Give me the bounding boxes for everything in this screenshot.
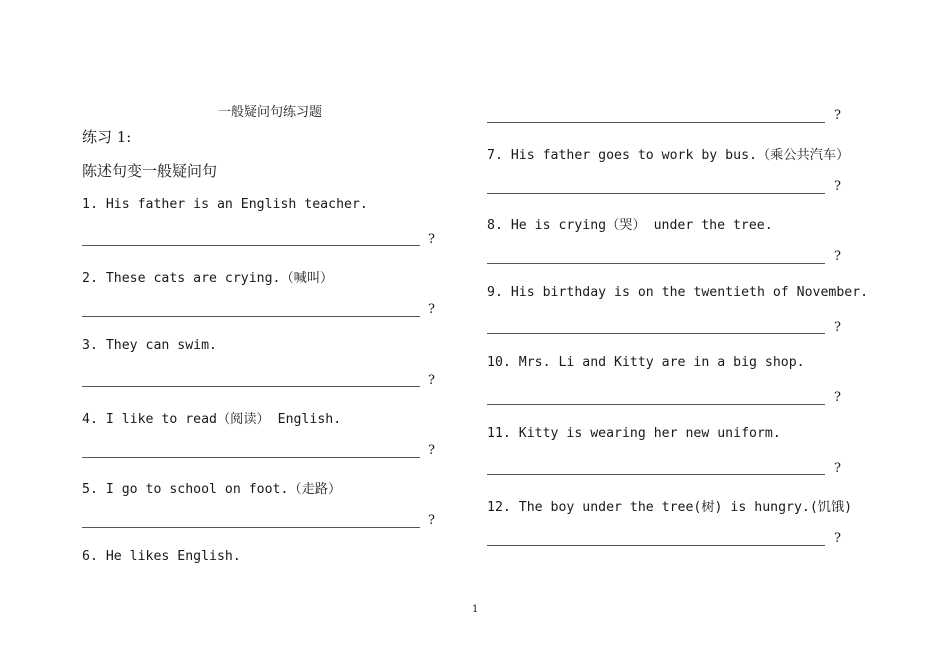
answer-line-12[interactable] — [487, 545, 825, 546]
question-10: 10. Mrs. Li and Kitty are in a big shop. — [487, 355, 805, 370]
answer-qmark-5: ? — [428, 513, 435, 528]
question-12: 12. The boy under the tree(树) is hungry.(饥饿) — [487, 500, 853, 515]
answer-line-7[interactable] — [487, 193, 825, 194]
question-6: 6. He likes English. — [82, 549, 241, 564]
answer-qmark-8: ? — [834, 249, 841, 264]
page-number: 1 — [472, 604, 479, 615]
question-8: 8. He is crying（哭） under the tree. — [487, 218, 773, 233]
question-4: 4. I like to read（阅读） English. — [82, 412, 342, 427]
answer-qmark-11: ? — [834, 461, 841, 476]
question-7: 7. His father goes to work by bus.（乘公共汽车） — [487, 148, 850, 163]
answer-line-5[interactable] — [82, 527, 420, 528]
answer-line-11[interactable] — [487, 474, 825, 475]
question-9: 9. His birthday is on the twentieth of November. — [487, 285, 869, 300]
answer-line-4[interactable] — [82, 457, 420, 458]
document-title: 一般疑问句练习题 — [218, 105, 323, 120]
question-1: 1. His father is an English teacher. — [82, 197, 368, 212]
question-11: 11. Kitty is wearing her new uniform. — [487, 426, 781, 441]
answer-qmark-4: ? — [428, 443, 435, 458]
answer-qmark-2: ? — [428, 302, 435, 317]
answer-qmark-9: ? — [834, 320, 841, 335]
section-label: 练习 1: — [82, 128, 132, 146]
answer-line-9[interactable] — [487, 333, 825, 334]
answer-line-8[interactable] — [487, 263, 825, 264]
answer-qmark-1: ? — [428, 232, 435, 247]
answer-line-1[interactable] — [82, 245, 420, 246]
answer-line-6[interactable] — [487, 122, 825, 123]
answer-qmark-12: ? — [834, 531, 841, 546]
question-5: 5. I go to school on foot.（走路） — [82, 482, 342, 497]
instruction-text: 陈述句变一般疑问句 — [82, 162, 218, 180]
question-2: 2. These cats are crying.（喊叫） — [82, 271, 334, 286]
answer-qmark-7: ? — [834, 179, 841, 194]
answer-qmark-10: ? — [834, 390, 841, 405]
answer-qmark-3: ? — [428, 373, 435, 388]
answer-line-10[interactable] — [487, 404, 825, 405]
answer-qmark-6: ? — [834, 108, 841, 123]
question-3: 3. They can swim. — [82, 338, 217, 353]
answer-line-3[interactable] — [82, 386, 420, 387]
answer-line-2[interactable] — [82, 316, 420, 317]
